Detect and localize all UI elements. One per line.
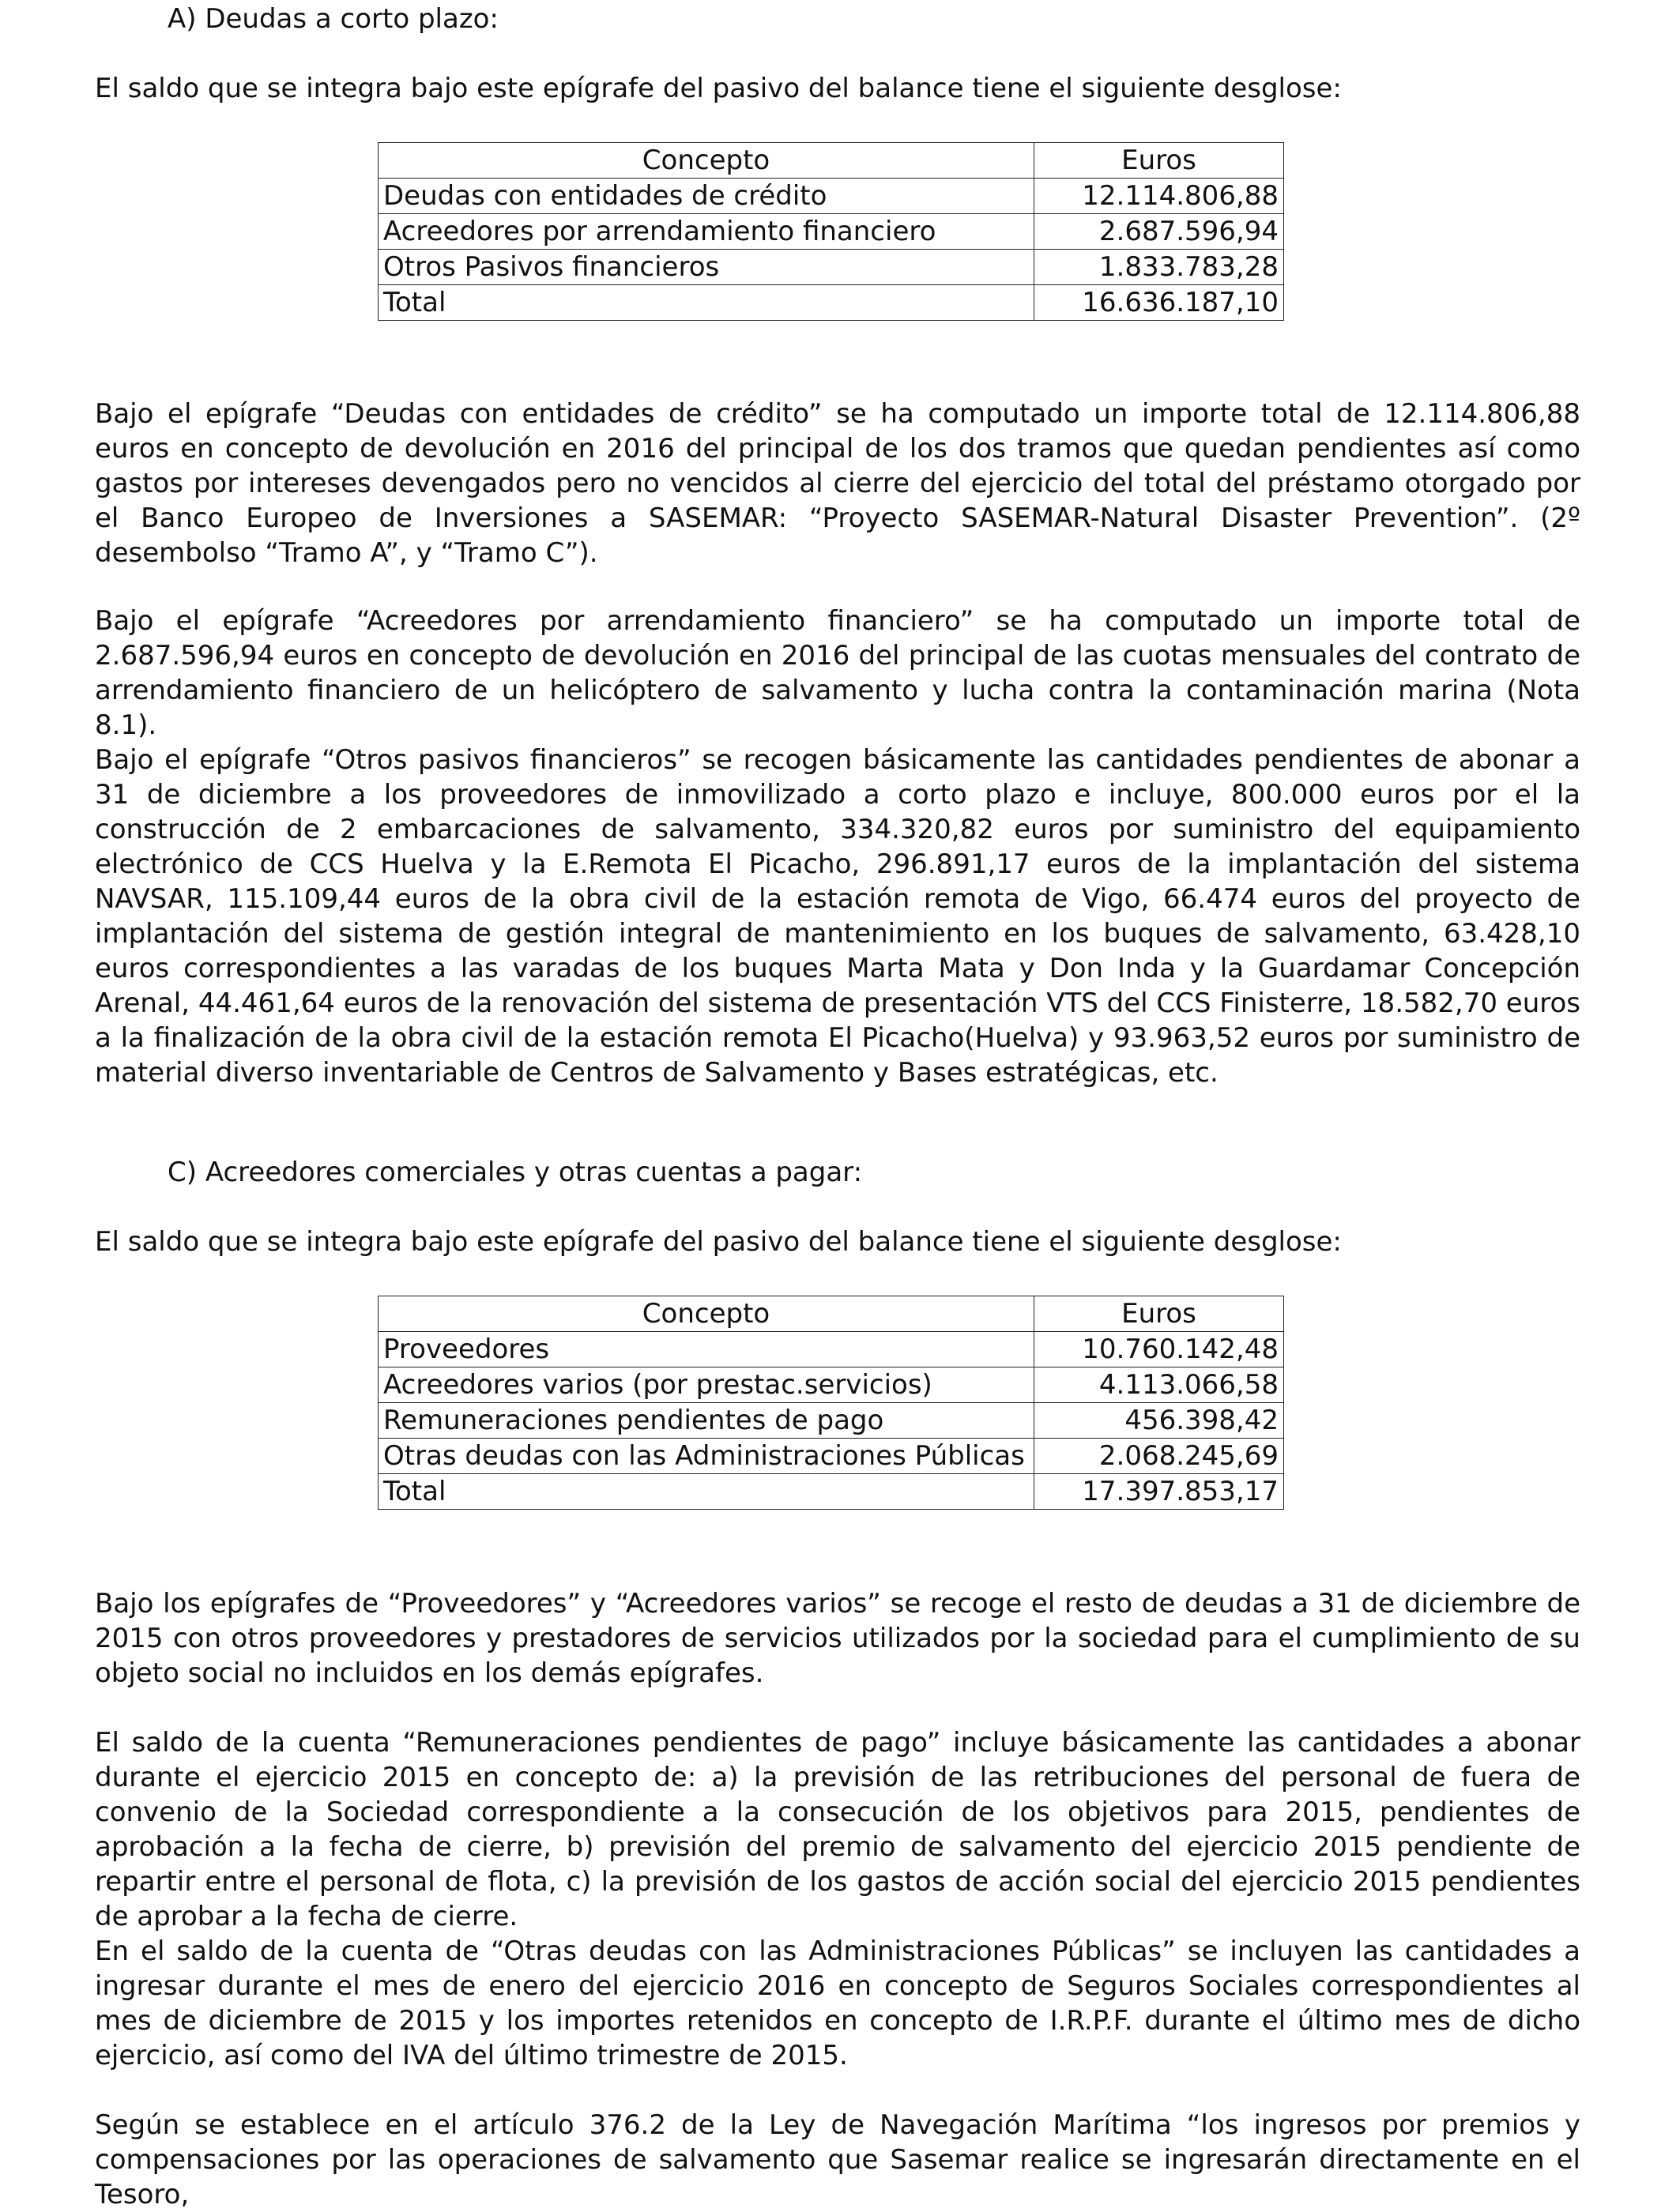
section-a-paragraph-1: Bajo el epígrafe “Deudas con entidades de crédito” se ha computado un importe total de 12.114.806,88 euros en concepto de devolución en 2016 del principal de los dos tramos que quedan pendientes así como gastos por intereses devengados pero no vencidos al cierre del ejercicio del total del préstamo otorgado por el Banco Europeo de Inversiones a SASEMAR: “Proyecto SASEMAR-Natural Disaster Prevention”. (2º desembolso “Tramo A”, y “Tramo C”). (95, 398, 1580, 569)
table-total-row (379, 285, 1284, 321)
column-header-euros: Euros (1034, 1296, 1284, 1332)
row-amount: 456.398,42 (1034, 1403, 1284, 1439)
row-amount: 2.687.596,94 (1034, 214, 1284, 250)
section-a-paragraph-2: Bajo el epígrafe “Acreedores por arrendamiento financiero” se ha computado un importe total de 2.687.596,94 euros en concepto de devolución en 2016 del principal de las cuotas mensuales del contrato de arrendamiento financiero de un helicóptero de salvamento y lucha contra la contaminación marina (Nota 8.1). (95, 605, 1580, 741)
row-concept: Proveedores (379, 1332, 1034, 1367)
section-c-intro: El saldo que se integra bajo este epígrafe del pasivo del balance tiene el siguiente desglose: (95, 1226, 1342, 1258)
row-amount: 12.114.806,88 (1034, 179, 1284, 214)
section-c-paragraph-3: En el saldo de la cuenta de “Otras deudas con las Administraciones Públicas” se incluyen las cantidades a ingresar durante el mes de enero del ejercicio 2016 en concepto de Seguros Sociales correspondientes al mes de diciembre de 2015 y los importes retenidos en concepto de I.R.P.F. durante el último mes de dicho ejercicio, así como del IVA del último trimestre de 2015. (95, 1936, 1580, 2071)
column-header-concepto: Concepto (379, 1296, 1034, 1332)
row-concept: Total (379, 285, 1034, 321)
row-concept: Otras deudas con las Administraciones Públicas (379, 1439, 1034, 1474)
section-a-paragraph-3: Bajo el epígrafe “Otros pasivos financieros” se recogen básicamente las cantidades pendientes de abonar a 31 de diciembre a los proveedores de inmovilizado a corto plazo e incluye, 800.000 euros por el la construcción de 2 embarcaciones de salvamento, 334.320,82 euros por suministro del equipamiento electrónico de CCS Huelva y la E.Remota El Picacho, 296.891,17 euros de la implantación del sistema NAVSAR, 115.109,44 euros de la obra civil de la estación remota de Vigo, 66.474 euros del proyecto de implantación del sistema de gestión integral de mantenimiento en los buques de salvamento, 63.428,10 euros correspondientes a las varadas de los buques Marta Mata y Don Inda y la Guardamar Concepción Arenal, 44.461,64 euros de la renovación del sistema de presentación VTS del CCS Finisterre, 18.582,70 euros a la finalización de la obra civil de la estación remota El Picacho(Huelva) y 93.963,52 euros por suministro de material diverso inventariable de Centros de Salvamento y Bases estratégicas, etc. (95, 744, 1580, 1089)
section-c-heading: C) Acreedores comerciales y otras cuentas a pagar: (168, 1157, 863, 1188)
section-c-paragraph-1: Bajo los epígrafes de “Proveedores” y “Acreedores varios” se recoge el resto de deudas a 31 de diciembre de 2015 con otros proveedores y prestadores de servicios utilizados por la sociedad para el cumplimiento de su objeto social no incluidos en los demás epígrafes. (95, 1588, 1580, 1689)
section-a-heading: A) Deudas a corto plazo: (168, 3, 499, 35)
table-row (379, 1332, 1284, 1367)
column-header-euros: Euros (1034, 143, 1284, 179)
row-concept: Otros Pasivos financieros (379, 250, 1034, 285)
table-header-row (379, 1296, 1284, 1332)
table-row (379, 250, 1284, 285)
row-amount: 10.760.142,48 (1034, 1332, 1284, 1367)
table-header-row (379, 143, 1284, 179)
section-c-table (378, 1296, 1284, 1510)
section-c-paragraph-4: Según se establece en el artículo 376.2 de la Ley de Navegación Marítima “los ingresos por premios y compensaciones por las operaciones de salvamento que Sasemar realice se ingresarán directamente en el Tesoro, (95, 2109, 1580, 2210)
row-amount: 1.833.783,28 (1034, 250, 1284, 285)
row-concept: Total (379, 1474, 1034, 1510)
row-concept: Deudas con entidades de crédito (379, 179, 1034, 214)
table-total-row (379, 1474, 1284, 1510)
section-a-table (378, 142, 1284, 321)
row-amount: 17.397.853,17 (1034, 1474, 1284, 1510)
row-concept: Acreedores varios (por prestac.servicios) (379, 1367, 1034, 1403)
row-concept: Remuneraciones pendientes de pago (379, 1403, 1034, 1439)
section-c-paragraph-2: El saldo de la cuenta “Remuneraciones pendientes de pago” incluye básicamente las cantidades a abonar durante el ejercicio 2015 en concepto de: a) la previsión de las retribuciones del personal de fuera de convenio de la Sociedad correspondiente a la consecución de los objetivos para 2015, pendientes de aprobación a la fecha de cierre, b) previsión del premio de salvamento del ejercicio 2015 pendiente de repartir entre el personal de flota, c) la previsión de los gastos de acción social del ejercicio 2015 pendientes de aprobar a la fecha de cierre. (95, 1727, 1580, 1932)
table-row (379, 179, 1284, 214)
table-row (379, 214, 1284, 250)
table-row (379, 1367, 1284, 1403)
table-row (379, 1403, 1284, 1439)
row-amount: 2.068.245,69 (1034, 1439, 1284, 1474)
row-amount: 4.113.066,58 (1034, 1367, 1284, 1403)
table-row (379, 1439, 1284, 1474)
column-header-concepto: Concepto (379, 143, 1034, 179)
row-concept: Acreedores por arrendamiento financiero (379, 214, 1034, 250)
section-a-intro: El saldo que se integra bajo este epígrafe del pasivo del balance tiene el siguiente desglose: (95, 73, 1342, 104)
row-amount: 16.636.187,10 (1034, 285, 1284, 321)
